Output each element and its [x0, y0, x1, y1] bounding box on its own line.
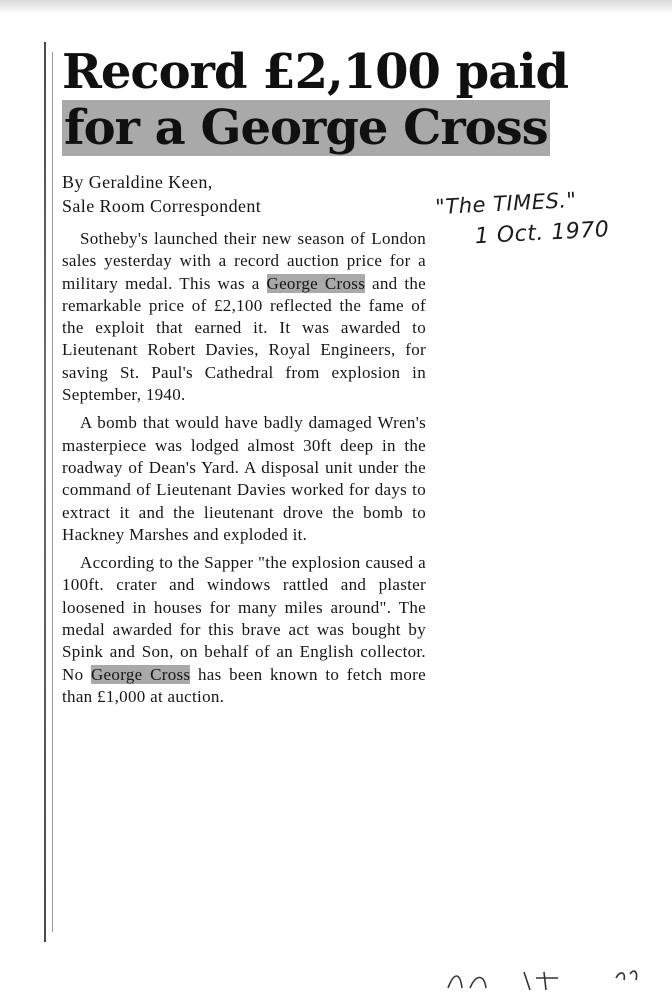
handwritten-source: "The TIMES." — [434, 187, 578, 220]
paragraph-1-text-before: Sotheby's launched their new season of London sales yesterday with a record auction price for a military medal. This was a — [62, 229, 426, 293]
handwritten-source-note — [434, 181, 637, 255]
headline — [62, 44, 569, 156]
paragraph-3-highlight: George Cross — [90, 664, 191, 684]
clipping-inner-edge — [52, 52, 53, 932]
article-paragraph-3 — [62, 552, 426, 708]
bottom-scribble — [440, 966, 672, 992]
headline-line-2-highlight — [62, 100, 550, 156]
scan-top-shadow — [0, 0, 672, 14]
article-paragraph-1 — [62, 228, 426, 406]
headline-highlighted-term: George Cross — [200, 100, 548, 156]
headline-line-1: Record £2,100 paid — [62, 44, 569, 100]
byline-role: Sale Room Correspondent — [62, 196, 262, 216]
paragraph-3-text-after: has been known to fetch more than £1,000 at auction. — [62, 664, 426, 706]
headline-line-2-prefix: for a — [64, 100, 201, 156]
article-body — [62, 228, 426, 708]
byline — [62, 170, 452, 218]
paragraph-1-highlight: George Cross — [266, 273, 366, 293]
article-paragraph-2: A bomb that would have badly damaged Wren's masterpiece was lodged almost 30ft deep in the roadway of Dean's Yard. A disposal unit under the command of Lieutenant Davies worked for days to extract it and the lieutenant drove the bomb to Hackney Marshes and exploded it. — [62, 413, 426, 544]
byline-author: By Geraldine Keen, — [62, 172, 213, 192]
handwritten-date: 1 Oct. 1970 — [474, 217, 610, 250]
clipping-left-edge — [44, 42, 46, 942]
paragraph-1-text-after: and the remarkable price of £2,100 reflected the fame of the exploit that earned it. It was awarded to Lieutenant Robert Davies, Royal Engineers, for saving St. Paul's Cathedral from explosion in September, 1940. — [62, 273, 427, 405]
paragraph-3-text-before: According to the Sapper "the explosion caused a 100ft. crater and windows rattled and plaster loosened in houses for many miles around". The medal awarded for this brave act was bought by Spink and Son, on behalf of an English collector. No — [62, 553, 426, 684]
